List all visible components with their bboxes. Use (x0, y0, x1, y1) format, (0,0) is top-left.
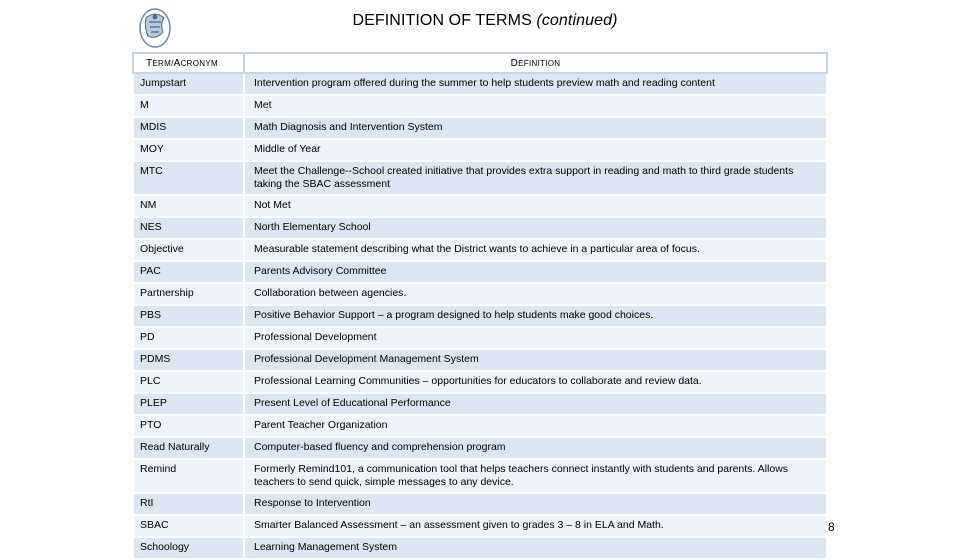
definition-cell: Professional Development Management System (244, 349, 827, 371)
term-cell: NES (133, 217, 244, 239)
table-row (133, 437, 827, 459)
definition-cell: Measurable statement describing what the District wants to achieve in a particular area of focus. (244, 239, 827, 261)
table-row (133, 95, 827, 117)
definition-cell: Smarter Balanced Assessment – an assessment given to grades 3 – 8 in ELA and Math. (244, 515, 827, 537)
term-cell: Objective (133, 239, 244, 261)
definition-cell: Met (244, 95, 827, 117)
definition-cell: Middle of Year (244, 139, 827, 161)
definition-cell: Parent Teacher Organization (244, 415, 827, 437)
column-header-definition: DEFINITION (244, 53, 827, 73)
definition-cell: Collaboration between agencies. (244, 283, 827, 305)
page-title: DEFINITION OF TERMS (continued) (352, 12, 618, 29)
page-number: 8 (828, 520, 835, 534)
term-cell: NM (133, 195, 244, 217)
term-cell: RtI (133, 493, 244, 515)
table-row (133, 371, 827, 393)
definition-cell: Professional Development (244, 327, 827, 349)
term-cell: MOY (133, 139, 244, 161)
table-row (133, 161, 827, 195)
table-row (133, 515, 827, 537)
district-seal-logo (136, 6, 174, 50)
term-cell: PTO (133, 415, 244, 437)
definition-cell: Learning Management System (244, 537, 827, 559)
definition-cell: Not Met (244, 195, 827, 217)
term-cell: MDIS (133, 117, 244, 139)
definition-cell: Computer-based fluency and comprehension program (244, 437, 827, 459)
table-row (133, 459, 827, 493)
table-row (133, 217, 827, 239)
definition-cell: Positive Behavior Support – a program designed to help students make good choices. (244, 305, 827, 327)
table-row (133, 305, 827, 327)
table-row (133, 261, 827, 283)
definition-cell: Meet the Challenge--School created initiative that provides extra support in reading and math to third grade students taking the SBAC assessment (244, 161, 827, 195)
term-cell: PDMS (133, 349, 244, 371)
table-row (133, 139, 827, 161)
seal-icon (136, 6, 174, 50)
definition-cell: Professional Learning Communities – opportunities for educators to collaborate and review data. (244, 371, 827, 393)
table-row (133, 493, 827, 515)
term-cell: MTC (133, 161, 244, 195)
definition-cell: Math Diagnosis and Intervention System (244, 117, 827, 139)
table-row (133, 537, 827, 559)
term-cell: Remind (133, 459, 244, 493)
table-row (133, 239, 827, 261)
definition-cell: Formerly Remind101, a communication tool that helps teachers connect instantly with students and parents. Allows teachers to send quick, simple messages to any device. (244, 459, 827, 493)
table-header-row (133, 53, 827, 73)
table-row (133, 195, 827, 217)
term-cell: PAC (133, 261, 244, 283)
term-cell: Jumpstart (133, 73, 244, 95)
table-row (133, 73, 827, 95)
term-cell: M (133, 95, 244, 117)
term-cell: PBS (133, 305, 244, 327)
table-row (133, 117, 827, 139)
table-row (133, 393, 827, 415)
definition-cell: Response to Intervention (244, 493, 827, 515)
term-cell: PLEP (133, 393, 244, 415)
definition-cell: Present Level of Educational Performance (244, 393, 827, 415)
column-header-term: TERM/ACRONYM (133, 53, 244, 73)
terms-table (132, 52, 828, 560)
definition-cell: Intervention program offered during the summer to help students preview math and reading content (244, 73, 827, 95)
table-row (133, 415, 827, 437)
term-cell: Schoology (133, 537, 244, 559)
term-cell: SBAC (133, 515, 244, 537)
table-row (133, 327, 827, 349)
term-cell: Partnership (133, 283, 244, 305)
term-cell: PD (133, 327, 244, 349)
definition-cell: North Elementary School (244, 217, 827, 239)
table-row (133, 349, 827, 371)
definition-cell: Parents Advisory Committee (244, 261, 827, 283)
term-cell: PLC (133, 371, 244, 393)
table-row (133, 283, 827, 305)
term-cell: Read Naturally (133, 437, 244, 459)
